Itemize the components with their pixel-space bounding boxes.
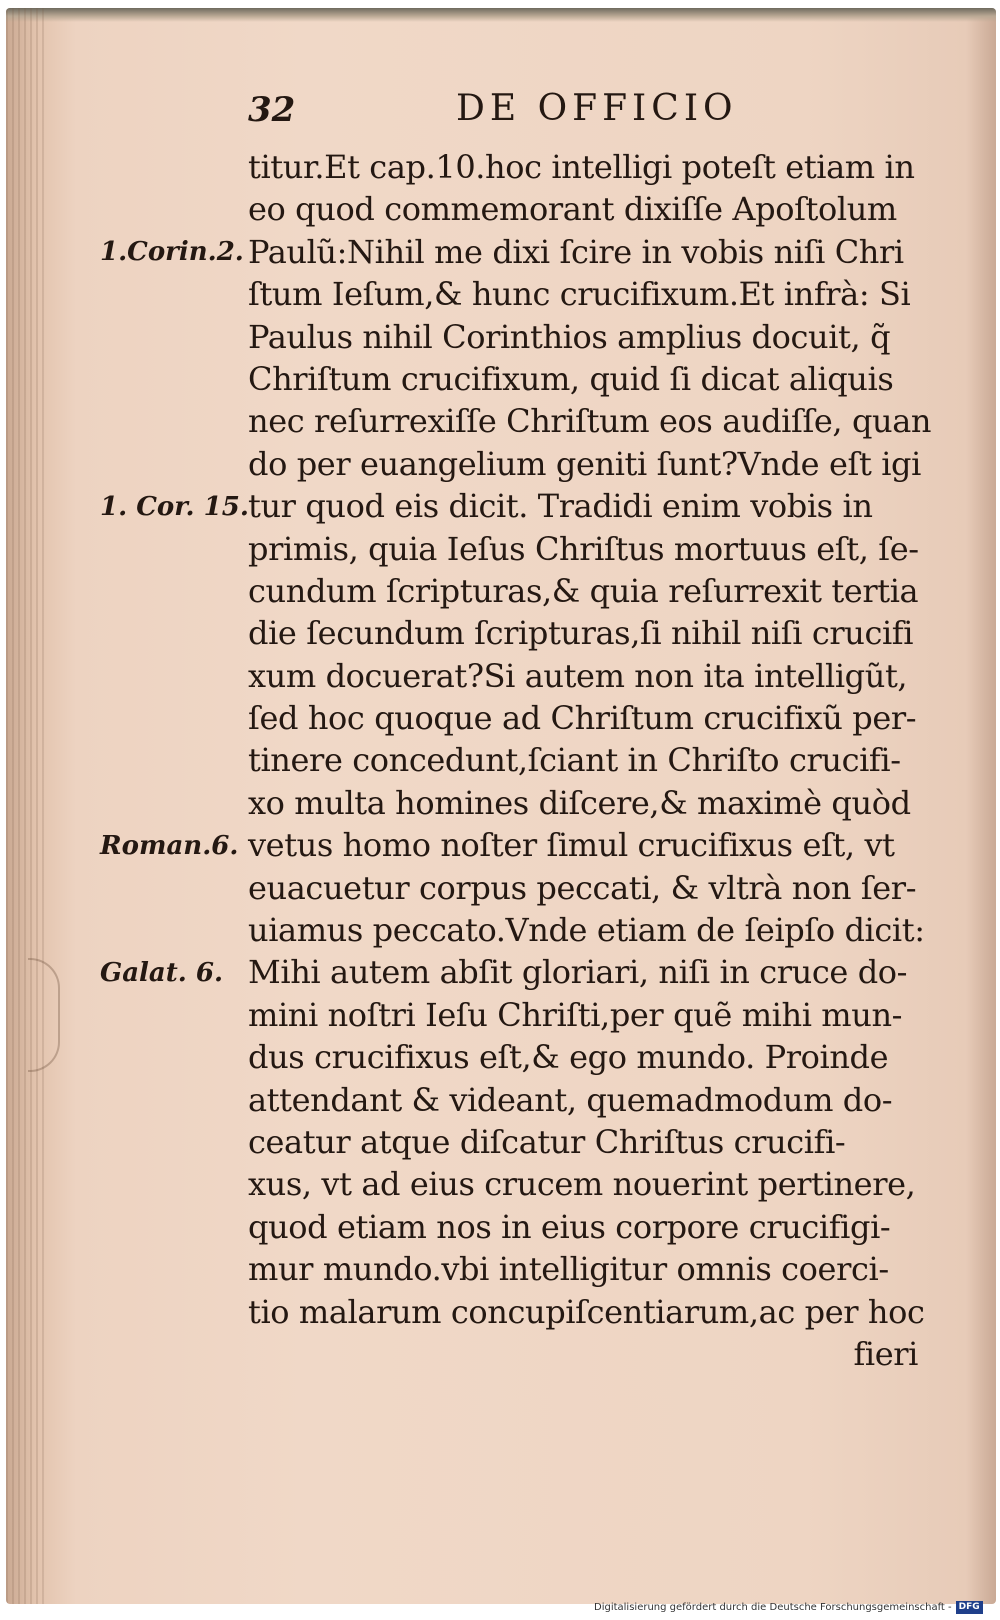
text-line: Mihi autem abſit gloriari, niſi in cruce do- xyxy=(248,953,908,992)
text-line: Paulũ:Nihil me dixi ſcire in vobis niſi Chri xyxy=(248,232,904,271)
text-line: mini noſtri Ieſu Chriſti,per quẽ mihi mun- xyxy=(248,995,903,1034)
page-gutter-edge xyxy=(6,8,46,1604)
book-page xyxy=(6,8,996,1604)
text-line: tio malarum concupiſcentiarum,ac per hoc xyxy=(248,1292,925,1331)
text-line: mur mundo.vbi intelligitur omnis coerci- xyxy=(248,1250,889,1289)
text-line: eo quod commemorant dixiſſe Apoſtolum xyxy=(248,190,897,229)
text-line: primis, quia Ieſus Chriſtus mortuus eſt, ſe- xyxy=(248,529,919,568)
text-line: die ſecundum ſcripturas,ſi nihil niſi crucifi xyxy=(248,614,914,653)
body-text xyxy=(248,146,932,1375)
text-line: ſtum Ieſum,& hunc crucifixum.Et infrà: Si xyxy=(248,275,911,314)
text-line: uiamus peccato.Vnde etiam de ſeipſo dicit: xyxy=(248,911,925,950)
margin-note-1-corin-2: 1.Corin.2. xyxy=(100,237,244,267)
text-line: xum docuerat?Si autem non ita intelligũt, xyxy=(248,656,908,695)
text-line: nec reſurrexiſſe Chriſtum eos audiſſe, quan xyxy=(248,402,932,441)
margin-note-galat-6: Galat. 6. xyxy=(100,958,224,988)
text-line: Paulus nihil Corinthios amplius docuit, q̃ xyxy=(248,317,891,356)
text-line: titur.Et cap.10.hoc intelligi poteſt etiam in xyxy=(248,148,915,186)
text-line: euacuetur corpus peccati, & vltrà non ſer- xyxy=(248,868,917,907)
text-line: ceatur atque diſcatur Chriſtus crucifi- xyxy=(248,1122,846,1161)
text-line: ſed hoc quoque ad Chriſtum crucifixũ per- xyxy=(248,699,917,738)
binding-thread xyxy=(28,958,60,1072)
text-line: cundum ſcripturas,& quia reſurrexit tertia xyxy=(248,571,919,610)
catchword: fieri xyxy=(853,1334,918,1373)
text-line: quod etiam nos in eius corpore crucifigi- xyxy=(248,1207,891,1246)
margin-note-1-cor-15: 1. Cor. 15. xyxy=(100,492,249,522)
page-number: 32 xyxy=(248,90,296,130)
page-top-edge xyxy=(6,8,996,22)
text-line: tur quod eis dicit. Tradidi enim vobis in xyxy=(248,487,873,526)
margin-note-roman-6: Roman.6. xyxy=(100,831,239,861)
dfg-logo: DFG xyxy=(956,1601,983,1614)
text-line: attendant & videant, quemadmodum do- xyxy=(248,1080,893,1119)
text-line: Chriſtum crucifixum, quid ſi dicat aliquis xyxy=(248,359,894,398)
running-head: DE OFFICIO xyxy=(456,88,738,129)
digitization-credit xyxy=(594,1600,983,1616)
text-line: xus, vt ad eius crucem nouerint pertinere, xyxy=(248,1165,916,1204)
text-line: dus crucifixus eſt,& ego mundo. Proinde xyxy=(248,1038,889,1077)
text-line: do per euangelium geniti ſunt?Vnde eſt igi xyxy=(248,444,921,483)
text-line: tinere concedunt,ſciant in Chriſto crucifi- xyxy=(248,741,901,780)
credit-text: Digitalisierung gefördert durch die Deutsche Forschungsgemeinschaft - xyxy=(594,1602,952,1613)
text-line: vetus homo noſter ſimul crucifixus eſt, vt xyxy=(248,826,895,865)
text-line: xo multa homines diſcere,& maximè quòd xyxy=(248,783,911,822)
